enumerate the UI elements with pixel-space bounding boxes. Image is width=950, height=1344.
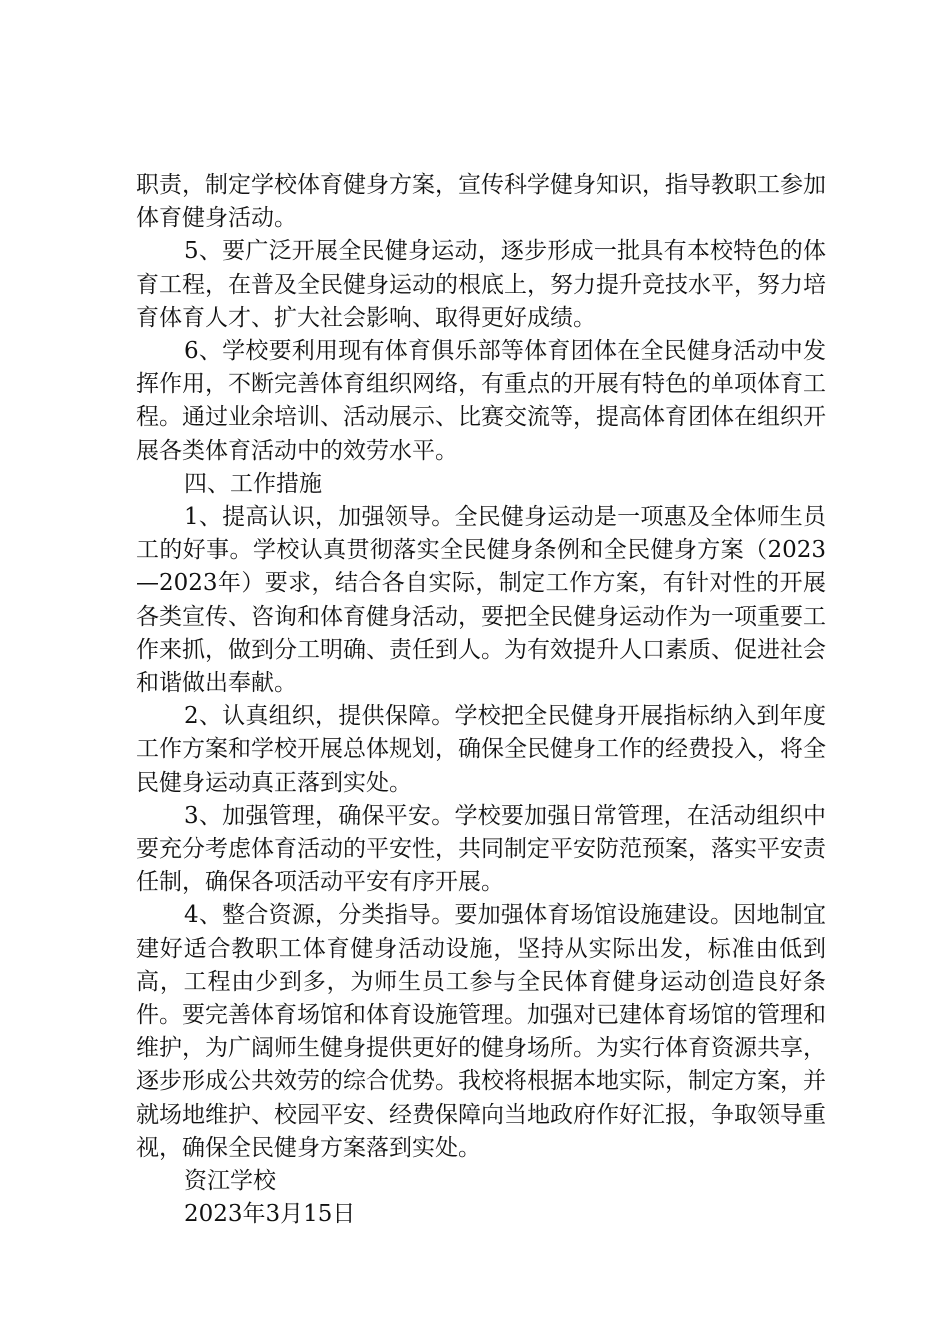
document-body [136,169,826,1232]
measure-item-1: 1、提高认识，加强领导。全民健身运动是一项惠及全体师生员工的好事。学校认真贯彻落实全民健身条例和全民健身方案（2023—2023年）要求，结合各自实际，制定工作方案，有针对性的开展各类宣传、咨询和体育健身活动，要把全民健身运动作为一项重要工作来抓，做到分工明确、责任到人。为有效提升人口素质、促进社会和谐做出奉献。 [136,504,826,697]
paragraph-continuation: 职责，制定学校体育健身方案，宣传科学健身知识，指导教职工参加体育健身活动。 [136,172,826,232]
paragraph-item-6: 6、学校要利用现有体育俱乐部等体育团体在全民健身活动中发挥作用，不断完善体育组织网络，有重点的开展有特色的单项体育工程。通过业余培训、活动展示、比赛交流等，提高体育团体在组织开展各类体育活动中的效劳水平。 [136,338,826,464]
signature-date: 2023年3月15日 [184,1201,356,1228]
signature-school: 资江学校 [184,1168,276,1195]
paragraph-item-5: 5、要广泛开展全民健身运动，逐步形成一批具有本校特色的体育工程，在普及全民健身运动的根底上，努力提升竞技水平，努力培育体育人才、扩大社会影响、取得更好成绩。 [136,238,826,331]
section-heading-work-measures: 四、工作措施 [184,470,322,497]
measure-item-4: 4、整合资源，分类指导。要加强体育场馆设施建设。因地制宜建好适合教职工体育健身活动设施，坚持从实际出发，标准由低到高，工程由少到多，为师生员工参与全民体育健身运动创造良好条件。要完善体育场馆和体育设施管理。加强对已建体育场馆的管理和维护，为广阔师生健身提供更好的健身场所。为实行体育资源共享，逐步形成公共效劳的综合优势。我校将根据本地实际，制定方案，并就场地维护、校园平安、经费保障向当地政府作好汇报，争取领导重视，确保全民健身方案落到实处。 [136,902,826,1161]
measure-item-2: 2、认真组织，提供保障。学校把全民健身开展指标纳入到年度工作方案和学校开展总体规划，确保全民健身工作的经费投入，将全民健身运动真正落到实处。 [136,703,826,796]
measure-item-3: 3、加强管理，确保平安。学校要加强日常管理，在活动组织中要充分考虑体育活动的平安性，共同制定平安防范预案，落实平安责任制，确保各项活动平安有序开展。 [136,802,826,896]
